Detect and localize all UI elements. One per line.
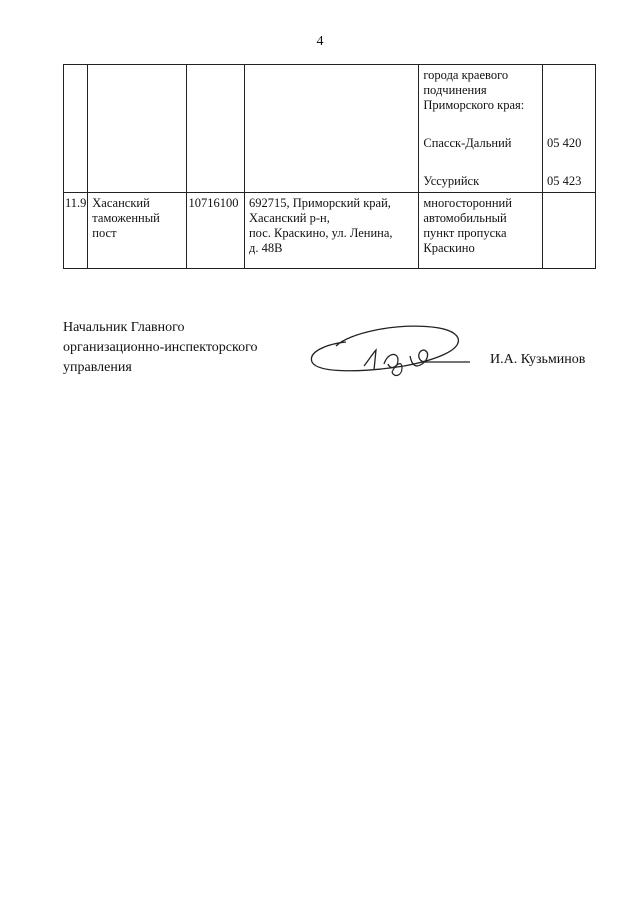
table-cell xyxy=(542,193,595,269)
table-cell xyxy=(64,65,88,193)
address-line: пос. Краскино, ул. Ленина, xyxy=(248,226,393,240)
handwritten-signature xyxy=(306,320,476,385)
signatory-position xyxy=(63,318,257,378)
post-name-line: Хасанский xyxy=(92,196,150,210)
city-name: Спасск-Дальний xyxy=(423,136,512,150)
position-line: Начальник Главного xyxy=(63,320,185,335)
post-code: 10716100 xyxy=(186,193,244,269)
description-line: многосторонний xyxy=(423,196,512,210)
post-name-cell xyxy=(88,193,186,269)
region-text-line: города краевого xyxy=(423,68,509,82)
description-line: автомобильный xyxy=(423,211,507,225)
city-code: 05 420 xyxy=(546,136,582,150)
description-cell xyxy=(419,193,543,269)
address-cell xyxy=(244,193,418,269)
region-cell xyxy=(419,65,543,193)
table-cell xyxy=(88,65,186,193)
address-line: д. 48В xyxy=(248,241,283,255)
post-name-line: пост xyxy=(92,226,117,240)
post-name-line: таможенный xyxy=(92,211,160,225)
address-line: Хасанский р-н, xyxy=(248,211,330,225)
position-line: управления xyxy=(63,360,132,375)
city-code: 05 423 xyxy=(546,174,582,188)
table-row xyxy=(64,65,596,193)
address-line: 692715, Приморский край, xyxy=(248,196,391,210)
page-number: 4 xyxy=(316,34,324,49)
code-cell xyxy=(542,65,595,193)
signatory-name: И.А. Кузьминов xyxy=(490,352,586,367)
region-text-line: подчинения xyxy=(423,83,487,97)
region-text-line: Приморского края: xyxy=(423,98,525,112)
description-line: пункт пропуска xyxy=(423,226,507,240)
document-table xyxy=(63,64,596,269)
table-row xyxy=(64,193,596,269)
table-cell xyxy=(186,65,244,193)
description-line: Краскино xyxy=(423,241,475,255)
city-name: Уссурийск xyxy=(423,174,480,188)
table-cell xyxy=(244,65,418,193)
position-line: организационно-инспекторского xyxy=(63,340,258,355)
row-number: 11.9 xyxy=(64,193,88,269)
